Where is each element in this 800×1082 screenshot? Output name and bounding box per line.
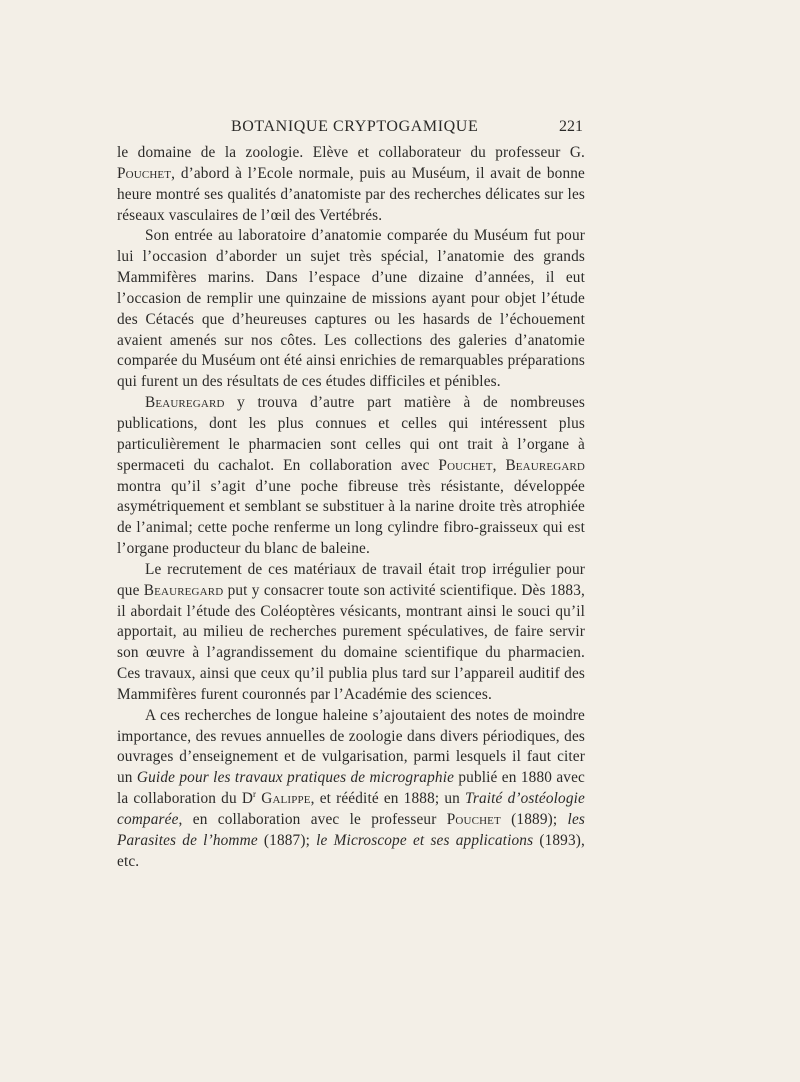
text-segment: le domaine de la zoologie. Elève et collaborateur du professeur G. [117,144,585,161]
running-title: BOTANIQUE CRYPTOGAMIQUE [231,118,479,135]
text-segment: les Parasites de l’homme [117,811,585,849]
text-segment: Pouchet [117,164,172,182]
paragraph-3 [117,393,585,560]
text-segment: (1887); [257,831,317,849]
text-segment: put y consacrer toute son activité scientifique. Dès 1883, il abordait l’étude des Coléoptères vésicants, montrant ainsi le souci qu’il apportait, au milieu de recherches purement spéculatives, de faire servir son œuvre à l’agrandissement du domaine scientifique du pharmacien. Ces travaux, ainsi que ceux qu’il publia plus tard sur l’appareil auditif des Mammifères furent couronnés par l’Académie des sciences. [117,581,585,703]
page-number: 221 [559,118,583,135]
text-segment: y trouva d’autre part matière à de nombreuses publications, dont les plus connues et celles qui intéressent plus particulièrement le pharmacien sont celles qui ont trait à l’organe à spermaceti du cachalot. En collaboration avec [117,394,585,474]
text-segment: Le recrutement de ces matériaux de travail était trop irrégulier pour que [117,560,585,599]
text-segment: montra qu’il s’agit d’une poche fibreuse très résistante, développée asymétriquement et semblant se substituer à la narine droite très atrophiée de l’animal; cette poche renferme un long cylindre fibro-graisseux qui est l’organe producteur du blanc de baleine. [117,477,585,558]
text-segment: Galippe [261,790,311,808]
text-segment: le Microscope et ses applications [316,831,534,849]
text-segment: Beauregard [505,456,585,474]
text-segment: , d’abord à l’Ecole normale, puis au Muséum, il avait de bonne heure montré ses qualités d’anatomiste par des recherches délicates sur les réseaux vasculaires de l’œil des Vertébrés. [117,164,585,224]
body-text [117,143,585,873]
paragraph-4 [117,560,585,706]
text-segment: r [253,789,257,800]
text-segment: , [492,456,506,474]
text-segment: Pouchet [446,811,501,828]
text-segment: A ces recherches de longue haleine s’ajoutaient des notes de moindre importance, des revues annuelles de zoologie dans divers périodiques, des ouvrages d’enseignement et de vulgarisation, parmi lesquels il faut citer un [117,706,585,787]
text-segment: Guide pour les travaux pratiques de micrographie [136,769,455,787]
paragraph-2 [117,226,585,393]
text-segment: Pouchet [438,456,493,474]
text-segment: Beauregard [143,581,224,599]
text-segment: Traité d’ostéologie comparée [117,790,585,828]
text-segment: , en collaboration avec le professeur [178,811,447,828]
text-segment: , et réédité en 1888; un [310,790,466,808]
text-segment: publié en 1880 avec la collaboration du D [117,769,585,808]
text-segment: (1893), etc. [117,831,585,870]
text-segment: (1889); [500,811,568,828]
text-segment: Beauregard [145,394,225,412]
running-head [117,116,585,138]
paragraph-1 [117,143,585,226]
text-segment: Son entrée au laboratoire d’anatomie comparée du Muséum fut pour lui l’occasion d’aborder un sujet très spécial, l’anatomie des grands Mammifères marins. Dans l’espace d’une dizaine d’années, il eut l’occasion de remplir une quinzaine de missions ayant pour objet l’étude des Cétacés que d’heureuses captures ou les hasards de l’échouement avaient amenés sur nos côtes. Les collections des galeries d’anatomie comparée du Muséum ont été ainsi enrichies de remarquables préparations qui furent un des résultats de ces études difficiles et pénibles. [117,227,585,391]
paragraph-5 [117,706,585,873]
